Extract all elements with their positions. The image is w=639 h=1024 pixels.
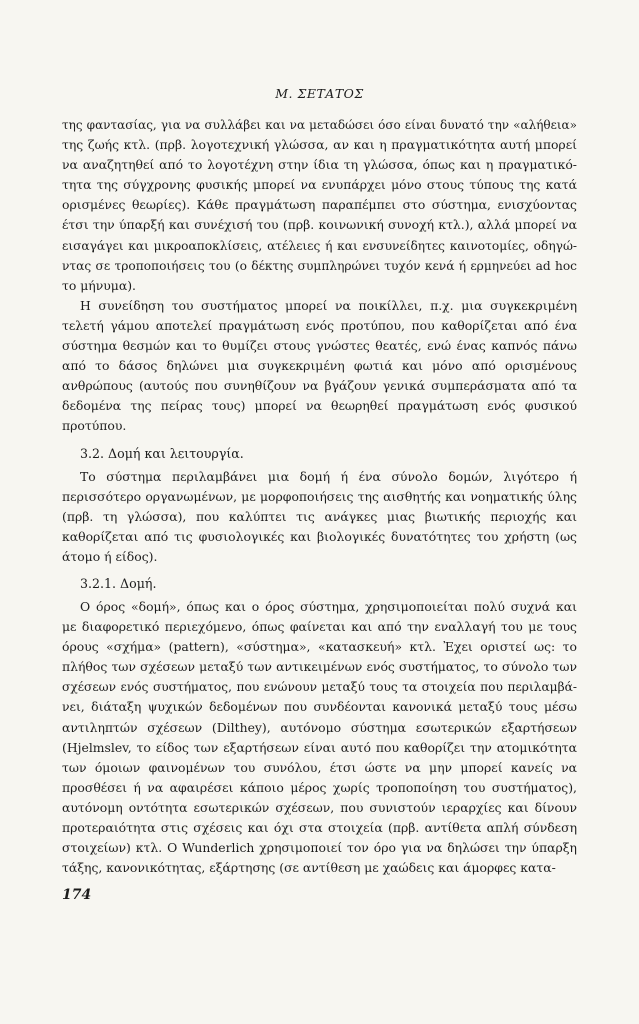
text-line: των όμοιων φαινομένων του συνόλου, έτσι ώστε να μην μπορεί κανείς να [62,759,577,775]
text-line: με διαφορετικό περιεχόμενο, όπως φαίνεται και από την εναλλαγή του με τους [62,619,577,635]
page [62,86,577,878]
text-line: άτομο ή είδος). [62,548,158,564]
text-line: καθορίζεται από τις φυσιολογικές και βιολογικές δυνατότητες του χρήστη (ως [62,528,577,544]
text-line: Η συνείδηση του συστήματος μπορεί να ποικίλλει, π.χ. μια συγκεκριμένη [80,297,577,313]
text-line: προτεραιότητα στις σχέσεις και όχι στα στοιχεία (πρβ. αντίθετα απλή σύνδεση [62,820,577,835]
text-line: (πρβ. τη γλώσσα), που καλύπτει τις ανάγκες μιας βιωτικής περιοχής και [62,508,577,524]
text-line: τητα της σύγχρονης φυσικής μπορεί να ενυπάρχει μόνο στους τύπους της κατά [62,177,577,193]
text-line: Το σύστημα περιλαμβάνει μια δομή ή ένα σύνολο δομών, λιγότερο ή [80,468,577,484]
page-number: 174 [62,887,92,903]
paragraph [62,467,577,567]
text-line: αυτόνομη οντότητα εσωτερικών σχέσεων, που συνιστούν ιεραρχίες και δίνουν [62,799,577,815]
text-line: στοιχείων) κτλ. Ο Wunderlich χρησιμοποιεί τον όρο για να δηλώσει την ύπαρξη [62,840,577,856]
text-line: δεδομένα της πείρας τους) μπορεί να θεωρηθεί πραγμάτωση ενός φυσικού [62,398,577,414]
text-line: το μήνυμα). [62,277,136,293]
text-line: πλήθος των σχέσεων μεταξύ των αντικειμένων ενός συστήματος, το σύνολο των [62,659,577,675]
text-line: Ο όρος «δομή», όπως και ο όρος σύστημα, χρησιμοποιείται πολύ συχνά και [80,598,577,614]
text-line: έτσι την ύπαρξή και συνέχισή του (πρβ. κοινωνική συνοχή κτλ.), αλλά μπορεί να [62,217,577,233]
text-line: εισαγάγει και μικροαποκλίσεις, ατέλειες ή και ενσυνείδητες καινοτομίες, οδηγώ- [62,238,577,253]
section-heading: 3.2.1. Δομή. [80,575,157,591]
text-line: της φαντασίας, για να συλλάβει και να μεταδώσει όσο είναι δυνατό την «αλήθεια» [62,118,577,132]
text-line: αντιληπτών σχέσεων (Dilthey), αυτόνομο σύστημα εσωτερικών εξαρτήσεων [62,719,577,735]
text-line: να αναζητηθεί από το λογοτέχνη στην ίδια τη γλώσσα, όπως και η πραγματικό- [62,157,577,173]
text-line: νει, διάταξη ψυχικών δεδομένων που συνδέονται κανονικά μεταξύ τους μέσω [62,699,577,715]
text-line: προσθέσει ή να αφαιρέσει κάποιο μέρος χωρίς τροποποίηση του συστήματος), [62,779,577,795]
text-line: (Hjelmslev, το είδος των εξαρτήσεων είναι αυτό που καθορίζει την ατομικότητα [62,739,577,755]
running-head: Μ. ΣΕΤΑΤΟΣ [275,86,364,101]
text-line: της ζωής κτλ. (πρβ. λογοτεχνική γλώσσα, αν και η πραγματικότητα αυτή μπορεί [62,137,577,153]
text-line: από το δάσος δηλώνει μια συγκεκριμένη φωτιά και μόνο από ορισμένους [62,358,577,374]
body-text [62,115,577,878]
paragraph [62,296,577,437]
paragraph [62,597,577,878]
text-line: τάξης, κανονικότητας, εξάρτησης (σε αντίθεση με χαώδεις και άμορφες κατα- [62,860,556,876]
text-line: ντας σε τροποποιήσεις του (ο δέκτης συμπληρώνει τυχόν κενά ή ερμηνεύει ad hoc [62,258,577,273]
text-line: σχέσεων ενός συστήματος, που ενώνουν μεταξύ τους τα στοιχεία που περιλαμβά- [62,680,577,695]
text-line: περισσότερο οργανωμένων, με μορφοποιήσεις της αισθητής και νοηματικής ύλης [62,488,577,504]
text-line: ορισμένες θεωρίες). Κάθε πραγμάτωση παραπέμπει στο σύστημα, ενισχύοντας [62,197,577,213]
text-line: τελετή γάμου αποτελεί πραγμάτωση ενός προτύπου, που καθορίζεται από ένα [62,317,577,333]
text-line: προτύπου. [62,418,127,434]
text-line: σύστημα θεσμών και το θυμίζει στους γνώστες θεατές, ενώ ένας καπνός πάνω [62,338,577,354]
paragraph [62,115,577,296]
text-line: όρους «σχήμα» (pattern), «σύστημα», «κατασκευή» κτλ. Ἐχει οριστεί ως: το [62,639,577,655]
text-line: ανθρώπους (αυτούς που συνηθίζουν να βγάζουν γενικά συμπεράσματα από τα [62,378,577,394]
section-heading: 3.2. Δομή και λειτουργία. [80,445,244,461]
